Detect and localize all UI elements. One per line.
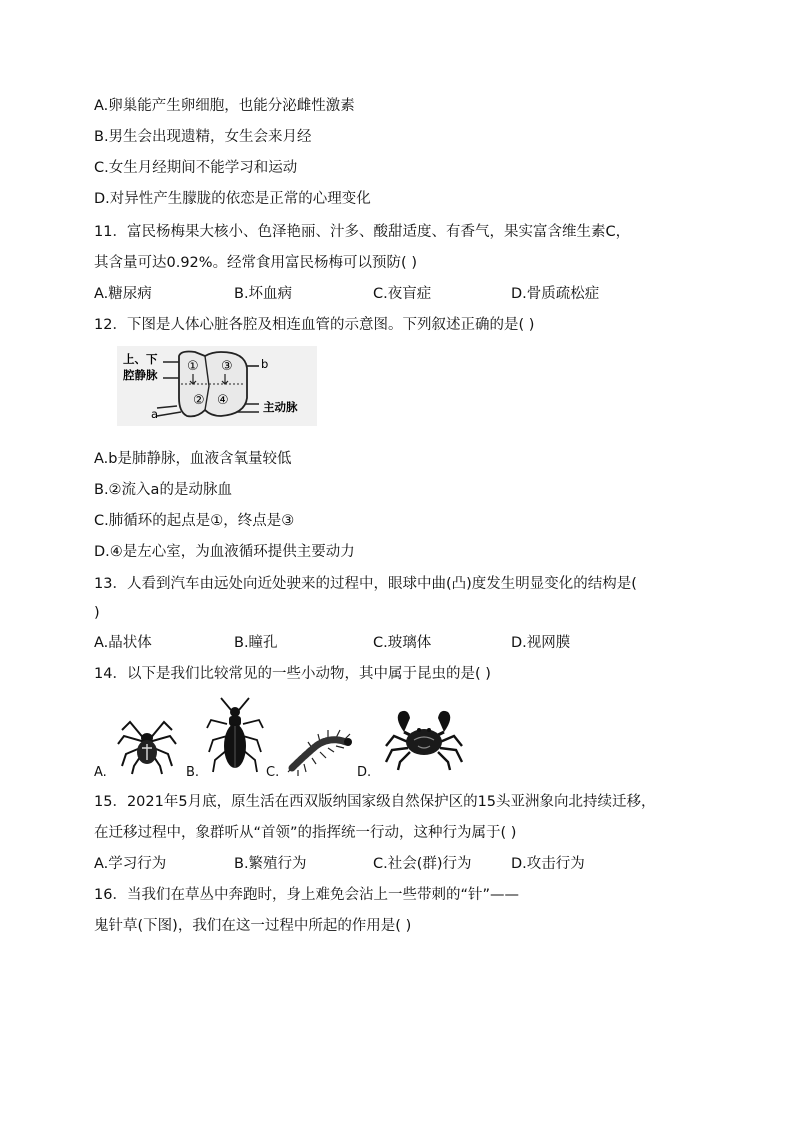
q12-stem: 12．下图是人体心脏各腔及相连血管的示意图。下列叙述正确的是( )	[94, 317, 535, 333]
vena-cava-label-line1: 上、下	[123, 352, 158, 366]
vessel-b-label: b	[261, 357, 269, 371]
q12-option-d: D.④是左心室，为血液循环提供主要动力	[94, 544, 355, 560]
q16-stem-line2: 鬼针草(下图)，我们在这一过程中所起的作用是( )	[94, 918, 412, 934]
spider-icon	[112, 708, 182, 778]
q15-option-a: A.学习行为	[94, 856, 167, 872]
q13-option-a: A.晶状体	[94, 635, 152, 651]
q14-option-c-label: C.	[266, 765, 280, 780]
q14-stem: 14．以下是我们比较常见的一些小动物，其中属于昆虫的是( )	[94, 666, 491, 682]
chamber-4-label: ④	[217, 393, 229, 408]
q11-option-b: B.坏血病	[234, 286, 293, 302]
vessel-a-label: a	[151, 407, 159, 421]
vena-cava-label-line2: 腔静脉	[123, 368, 158, 382]
q15-option-c: C.社会(群)行为	[373, 856, 472, 872]
heart-diagram-svg	[117, 346, 317, 426]
q13-stem-line2: )	[94, 605, 100, 621]
chamber-1-label: ①	[187, 359, 199, 374]
q11-option-a: A.糖尿病	[94, 286, 152, 302]
q11-stem-line1: 11．富民杨梅果大核小、色泽艳丽、汁多、酸甜适度、有香气，果实富含维生素C，	[94, 224, 631, 240]
q15-option-b: B.繁殖行为	[234, 856, 307, 872]
q15-stem-line2: 在迁移过程中，象群听从“首领”的指挥统一行动，这种行为属于( )	[94, 825, 517, 841]
q13-stem-line1: 13．人看到汽车由远处向近处驶来的过程中，眼球中曲(凸)度发生明显变化的结构是(	[94, 576, 637, 592]
q15-stem-line1: 15．2021年5月底，原生活在西双版纳国家级自然保护区的15头亚洲象向北持续迁移，	[94, 794, 656, 810]
q14-option-a-label: A.	[94, 765, 107, 780]
q13-option-b: B.瞳孔	[234, 635, 278, 651]
q12-option-c: C.肺循环的起点是①，终点是③	[94, 513, 295, 529]
q15-option-d: D.攻击行为	[511, 856, 585, 872]
q10-option-d: D.对异性产生朦胧的依恋是正常的心理变化	[94, 191, 371, 207]
chamber-2-label: ②	[193, 393, 205, 408]
q11-stem-line2: 其含量可达0.92%。经常食用富民杨梅可以预防( )	[94, 255, 417, 271]
centipede-icon	[284, 716, 354, 776]
q10-option-a: A.卵巢能产生卵细胞，也能分泌雌性激素	[94, 98, 355, 114]
q11-option-c: C.夜盲症	[373, 286, 432, 302]
chamber-3-label: ③	[221, 359, 233, 374]
q10-option-c: C.女生月经期间不能学习和运动	[94, 160, 298, 176]
q14-option-d-label: D.	[357, 765, 372, 780]
q11-option-d: D.骨质疏松症	[511, 286, 600, 302]
q13-option-d: D.视网膜	[511, 635, 571, 651]
q13-option-c: C.玻璃体	[373, 635, 432, 651]
crab-icon	[380, 706, 468, 772]
aorta-label: 主动脉	[263, 400, 298, 414]
q10-option-b: B.男生会出现遗精，女生会来月经	[94, 129, 312, 145]
heart-diagram	[117, 346, 317, 426]
q16-stem-line1: 16．当我们在草丛中奔跑时，身上难免会沾上一些带刺的“针”——	[94, 887, 519, 903]
q12-option-b: B.②流入a的是动脉血	[94, 482, 232, 498]
q14-option-b-label: B.	[186, 765, 200, 780]
q12-option-a: A.b是肺静脉，血液含氧量较低	[94, 451, 292, 467]
beetle-icon	[205, 696, 265, 776]
